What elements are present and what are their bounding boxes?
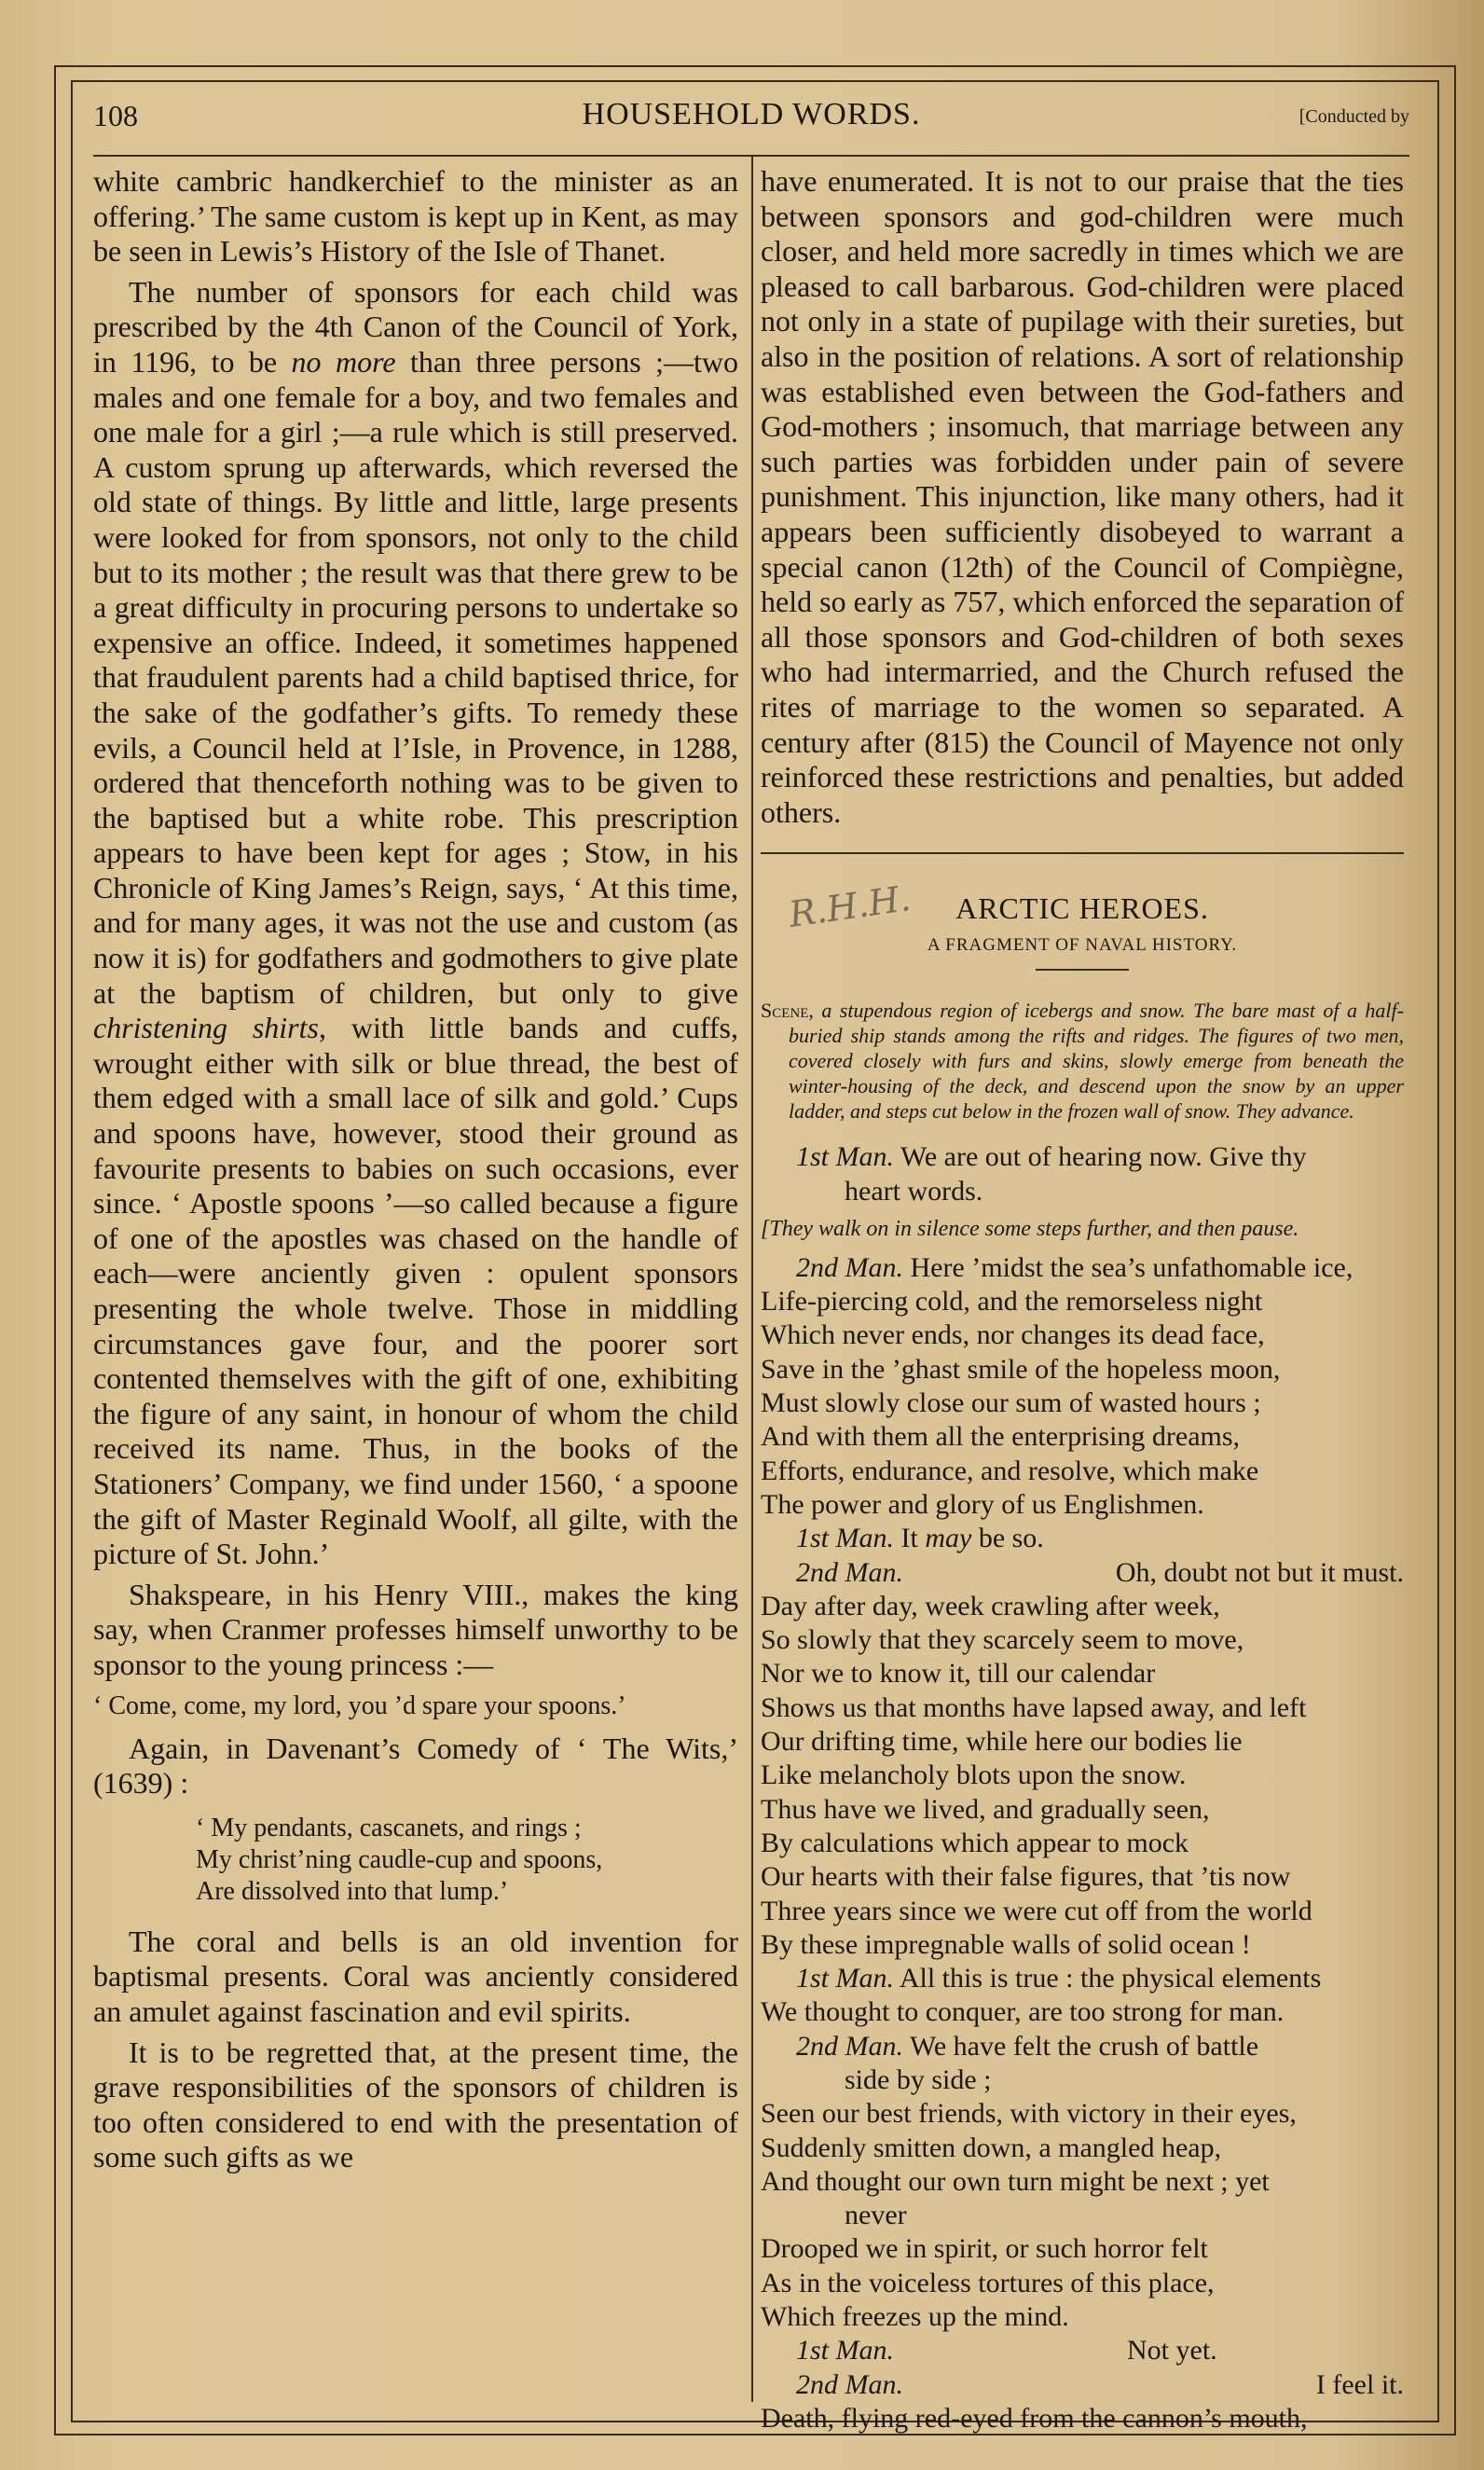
conducted-by: [Conducted by bbox=[1298, 106, 1409, 127]
verse-line: side by side ; bbox=[845, 2064, 992, 2095]
verse-line: Our hearts with their false figures, that ’tis now bbox=[761, 1861, 1291, 1893]
verse-line: My christ’ning caudle-cup and spoons, bbox=[196, 1844, 603, 1874]
page-number: 108 bbox=[93, 99, 138, 132]
journal-title: HOUSEHOLD WORDS. bbox=[582, 97, 921, 131]
verse-line: never bbox=[845, 2200, 907, 2231]
verse-line: As in the voiceless tortures of this place, bbox=[761, 2267, 1215, 2298]
article-subtitle: A FRAGMENT OF NAVAL HISTORY. bbox=[927, 935, 1238, 956]
verse-line: 2nd Man. Here ’midst the sea’s unfathomable ice, bbox=[796, 1251, 1353, 1283]
verse-line: Which never ends, nor changes its dead face, bbox=[761, 1319, 1265, 1351]
verse-drama bbox=[761, 1140, 1404, 2436]
page-header bbox=[93, 93, 1409, 151]
verse-line: Must slowly close our sum of wasted hours ; bbox=[761, 1387, 1261, 1419]
verse-line: We thought to conquer, are too strong for man. bbox=[761, 1996, 1285, 2028]
verse-line: ‘ My pendants, cascanets, and rings ; bbox=[196, 1813, 582, 1842]
paragraph: white cambric handkerchief to the minister as an offering.’ The same custom is kept up in Kent, as may be seen in Lewis’s History of the Isle of Thanet. bbox=[93, 164, 738, 269]
verse-line: Drooped we in spirit, or such horror felt bbox=[761, 2233, 1208, 2265]
scene-direction: Scene, a stupendous region of icebergs and snow. The bare mast of a half-buried ship stands among the rifts and ridges. The figures of two men, covered closely with furs and skins, slowly emerge from beneath the winter-housing of the deck, and descend upon the snow by an upper ladder, and steps cut below in the frozen wall of snow. They advance. bbox=[761, 999, 1404, 1124]
verse-line: 1st Man. Not yet. bbox=[796, 2335, 1217, 2367]
verse-line: The power and glory of us Englishmen. bbox=[761, 1488, 1204, 1520]
left-column bbox=[93, 164, 738, 2181]
stage-direction: [They walk on in silence some steps further, and then pause. bbox=[761, 1216, 1299, 1241]
paragraph: Shakspeare, in his Henry VIII., makes the king say, when Cranmer professes himself unworthy to be sponsor to the young princess :— bbox=[93, 1577, 738, 1681]
verse-line: By calculations which appear to mock bbox=[761, 1827, 1189, 1858]
paragraph: The number of sponsors for each child was prescribed by the 4th Canon of the Council of York, in 1196, to be no more than three persons ;—two males and one female for a boy, and two females and one male for a girl ;—a rule which is still preserved. A custom sprung up afterwards, which reversed the old state of things. By little and little, large presents were looked for from sponsors, not only to the child but to its mother ; the result was that there grew to be a great difficulty in procuring persons to undertake so expensive an office. Indeed, it sometimes happened that fraudulent parents had a child baptised thrice, for the sake of the godfather’s gifts. To remedy these evils, a Council held at l’Isle, in Provence, in 1288, ordered that thenceforth nothing was to be given to the baptised but a white robe. This prescription appears to have been kept for ages ; Stow, in his Chronicle of King James’s Reign, says, ‘ At this time, and for many ages, it was not the use and custom (as now it is) for godfathers and godmothers to give plate at the baptism of children, but only to give christening shirts, with little bands and cuffs, wrought either with silk or blue thread, the best of them edged with a small lace of silk and gold.’ Cups and spoons have, however, stood their ground as favourite presents to babies on such occasions, ever since. ‘ Apostle spoons ’—so called because a figure of one of the apostles was chased on the handle of each—were anciently given : opulent sponsors presenting the whole twelve. Those in middling circumstances gave four, and the poorer sort contented themselves with the gift of one, exhibiting the figure of any saint, in honour of whom the child received its name. Thus, in the books of the Stationers’ Company, we find under 1560, ‘ a spoone the gift of Master Reginald Woolf, all gilte, with the picture of St. John.’ bbox=[93, 274, 739, 1571]
verse-line: 1st Man. All this is true : the physical elements bbox=[796, 1963, 1322, 1994]
verse-line: Our drifting time, while here our bodies lie bbox=[761, 1726, 1243, 1758]
verse-line: By these impregnable walls of solid ocean ! bbox=[761, 1928, 1251, 1960]
quotation: ‘ Come, come, my lord, you ’d spare your spoons.’ bbox=[93, 1690, 626, 1720]
paragraph: have enumerated. It is not to our praise that the ties between sponsors and god-children were much closer, and held more sacredly in times which we are pleased to call barbarous. God-children were placed not only in a state of pupilage with their sureties, but also in the position of relations. A sort of relationship was established even between the God-fathers and God-mothers ; insomuch, that marriage between any such parties was forbidden under pain of severe punishment. This injunction, like many others, had it appears been sufficiently disobeyed to warrant a special canon (12th) of the Council of Compiègne, held so early as 757, which enforced the separation of all those sponsors and God-children of both sexes who had intermarried, and the Church refused the rites of marriage to the women so separated. A century after (815) the Council of Mayence not only reinforced these restrictions and penalties, but added others. bbox=[761, 164, 1404, 829]
title-rule bbox=[1036, 969, 1129, 971]
verse-line: Like melancholy blots upon the snow. bbox=[761, 1759, 1187, 1791]
paragraph: It is to be regretted that, at the present time, the grave responsibilities of the sponsors of children is too often considered to end with the presentation of some such gifts as we bbox=[93, 2035, 738, 2174]
verse-line: So slowly that they scarcely seem to move, bbox=[761, 1624, 1244, 1656]
verse-line: Seen our best friends, with victory in their eyes, bbox=[761, 2098, 1297, 2130]
verse-line: And with them all the enterprising dreams, bbox=[761, 1421, 1241, 1453]
section-rule bbox=[761, 852, 1404, 854]
verse-line: And thought our own turn might be next ; yet bbox=[761, 2165, 1270, 2197]
article-title: ARCTIC HEROES. bbox=[955, 891, 1209, 926]
verse-line: Thus have we lived, and gradually seen, bbox=[761, 1793, 1210, 1825]
handwritten-annotation: R.H.H. bbox=[786, 877, 914, 936]
verse-line: Which freezes up the mind. bbox=[761, 2301, 1069, 2333]
verse-line: Shows us that months have lapsed away, and left bbox=[761, 1691, 1307, 1723]
verse-line: Day after day, week crawling after week, bbox=[761, 1590, 1220, 1621]
verse-line: 2nd Man. I feel it. bbox=[796, 2368, 1404, 2400]
verse-line: Three years since we were cut off from the world bbox=[761, 1895, 1312, 1926]
verse-line: Nor we to know it, till our calendar bbox=[761, 1658, 1156, 1690]
verse-quotation bbox=[93, 1813, 738, 1908]
paragraph: Again, in Davenant’s Comedy of ‘ The Wits,’ (1639) : bbox=[93, 1731, 738, 1801]
verse-line: 2nd Man. Oh, doubt not but it must. bbox=[796, 1556, 1404, 1588]
verse-line: 2nd Man. We have felt the crush of battle bbox=[796, 2030, 1259, 2062]
verse-line: Death, flying red-eyed from the cannon’s mouth, bbox=[761, 2402, 1308, 2434]
column-divider bbox=[751, 155, 753, 2402]
right-column bbox=[761, 164, 1404, 2436]
verse-line: Efforts, endurance, and resolve, which make bbox=[761, 1455, 1259, 1486]
verse-line: Suddenly smitten down, a mangled heap, bbox=[761, 2132, 1222, 2163]
verse-line: Life-piercing cold, and the remorseless night bbox=[761, 1286, 1263, 1318]
verse-line: Save in the ’ghast smile of the hopeless moon, bbox=[761, 1353, 1281, 1385]
verse-line: Are dissolved into that lump.’ bbox=[196, 1876, 509, 1906]
article-heading bbox=[761, 876, 1404, 988]
verse-line: heart words. bbox=[845, 1175, 983, 1207]
paragraph: The coral and bells is an old invention for baptismal presents. Coral was anciently considered an amulet against fascination and evil spirits. bbox=[93, 1924, 738, 2028]
verse-line: 1st Man. We are out of hearing now. Give thy bbox=[796, 1141, 1307, 1173]
verse-line: 1st Man. It may be so. bbox=[796, 1523, 1044, 1554]
